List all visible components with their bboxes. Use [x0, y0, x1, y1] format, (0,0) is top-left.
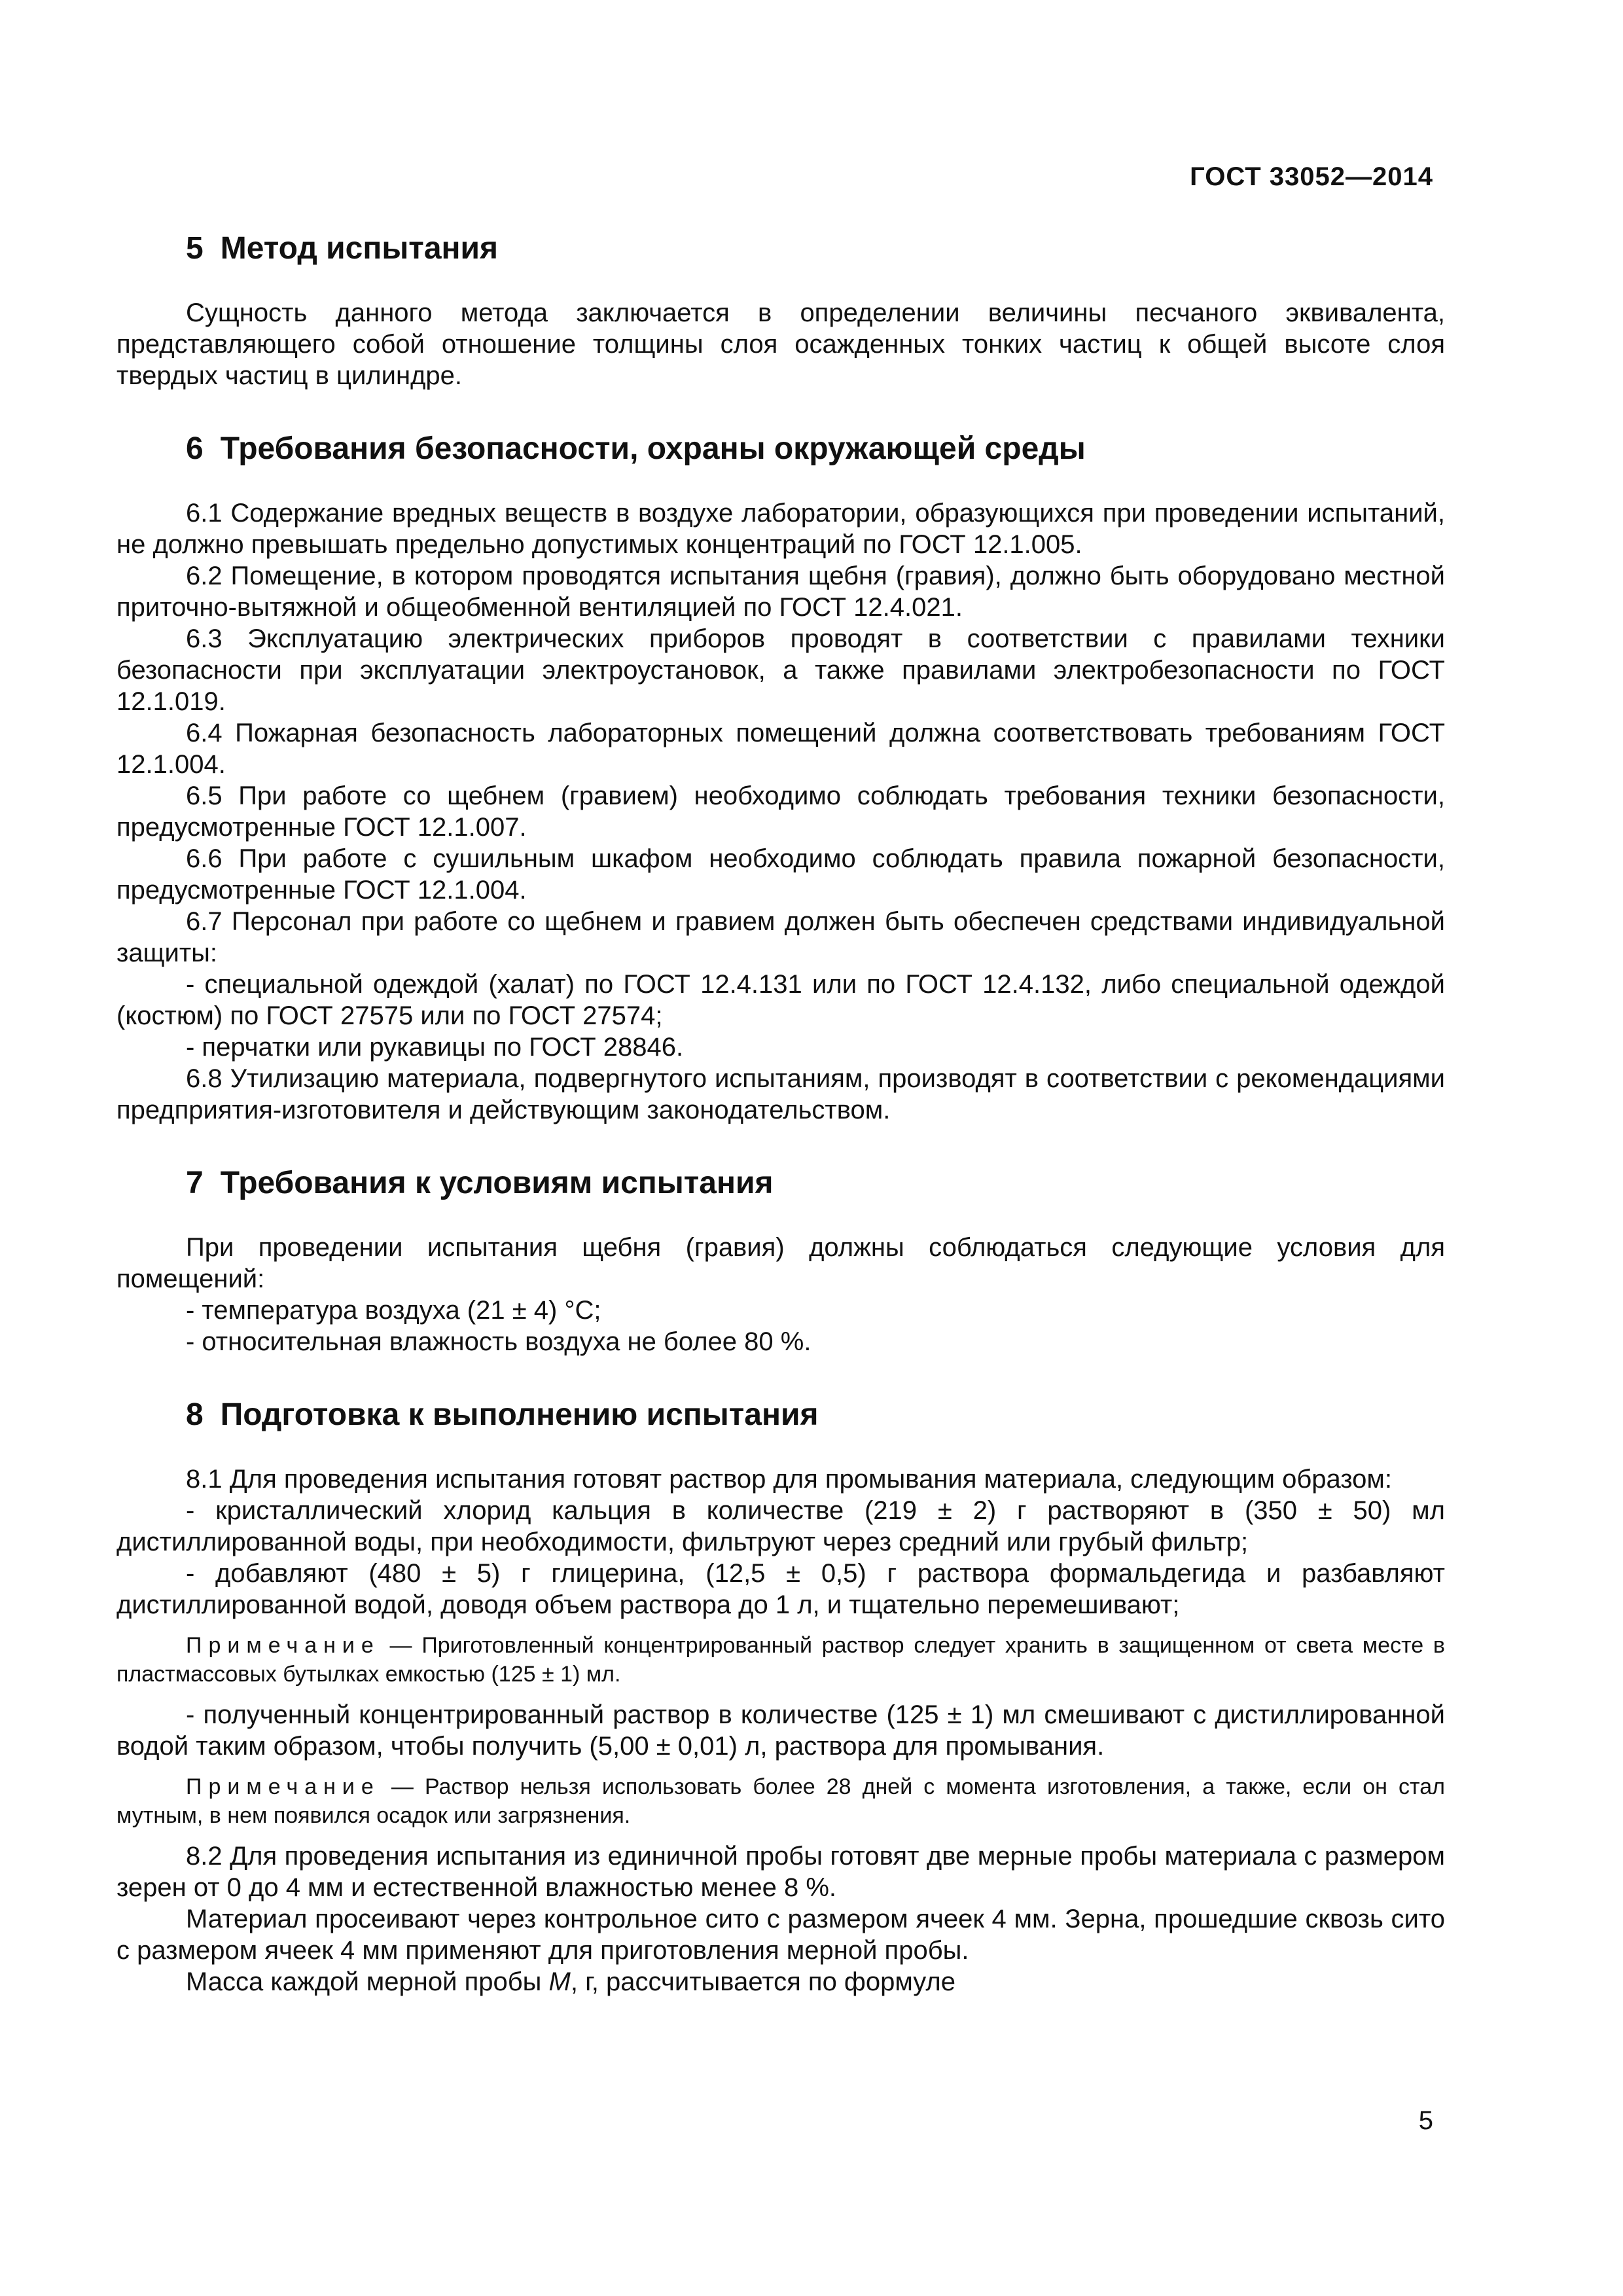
page-content: [116, 229, 1445, 1998]
variable-m: М: [548, 1967, 571, 1996]
paragraph: 6.5 При работе со щебнем (гравием) необходимо соблюдать требования техники безопасности, предусмотренные ГОСТ 12.1.007.: [116, 781, 1445, 842]
list-item: - кристаллический хлорид кальция в количестве (219 ± 2) г растворяют в (350 ± 50) мл дистиллированной воды, при необходимости, фильтруют через средний или грубый фильтр;: [116, 1496, 1445, 1556]
section-title: Требования безопасности, охраны окружающей среды: [220, 431, 1086, 466]
note-text: — Раствор нельзя использовать более 28 дней с момента изготовления, а также, если он стал мутным, в нем появился осадок или загрязнения.: [116, 1774, 1445, 1828]
formula-intro-text: Масса каждой мерной пробы: [186, 1967, 549, 1996]
paragraph: 6.4 Пожарная безопасность лабораторных помещений должна соответствовать требованиям ГОСТ 12.1.004.: [116, 719, 1445, 779]
note-label: Примечание: [186, 1633, 380, 1658]
list-item: - температура воздуха (21 ± 4) °С;: [186, 1296, 601, 1325]
paragraph: Сущность данного метода заключается в определении величины песчаного эквивалента, представляющего собой отношение толщины слоя осажденных тонких частиц к общей высоте слоя твердых частиц в цилиндре.: [116, 298, 1445, 390]
section-title: Требования к условиям испытания: [220, 1166, 774, 1200]
paragraph: [116, 1966, 1445, 1998]
paragraph: 6.7 Персонал при работе со щебнем и гравием должен быть обеспечен средствами индивидуальной защиты:: [116, 907, 1445, 967]
paragraph: 6.6 При работе с сушильным шкафом необходимо соблюдать правила пожарной безопасности, предусмотренные ГОСТ 12.1.004.: [116, 844, 1445, 905]
note: [116, 1772, 1445, 1830]
paragraph: При проведении испытания щебня (гравия) должны соблюдаться следующие условия для помещений:: [116, 1233, 1445, 1293]
section-number: 7: [186, 1166, 204, 1200]
list-item: - перчатки или рукавицы по ГОСТ 28846.: [186, 1033, 684, 1062]
section-6-heading: [116, 429, 1445, 469]
paragraph: 6.3 Эксплуатацию электрических приборов проводят в соответствии с правилами техники безопасности при эксплуатации электроустановок, а также правилами электробезопасности по ГОСТ 12.1.019.: [116, 624, 1445, 716]
note-text: — Приготовленный концентрированный раствор следует хранить в защищенном от света месте в пластмассовых бутылках емкостью (125 ± 1) мл.: [116, 1633, 1445, 1687]
paragraph: 8.2 Для проведения испытания из единичной пробы готовят две мерные пробы материала с размером зерен от 0 до 4 мм и естественной влажностью менее 8 %.: [116, 1842, 1445, 1902]
document-code-header: ГОСТ 33052—2014: [1190, 162, 1433, 191]
section-number: 5: [186, 231, 204, 266]
paragraph: 6.1 Содержание вредных веществ в воздухе лаборатории, образующихся при проведении испытаний, не должно превышать предельно допустимых концентраций по ГОСТ 12.1.005.: [116, 499, 1445, 559]
paragraph: 6.2 Помещение, в котором проводятся испытания щебня (гравия), должно быть оборудовано местной приточно-вытяжной и общеобменной вентиляцией по ГОСТ 12.4.021.: [116, 562, 1445, 622]
note: [116, 1631, 1445, 1689]
paragraph: 8.1 Для проведения испытания готовят раствор для промывания материала, следующим образом:: [186, 1465, 1393, 1494]
paragraph: 6.8 Утилизацию материала, подвергнутого испытаниям, производят в соответствии с рекомендациями предприятия-изготовителя и действующим законодательством.: [116, 1064, 1445, 1124]
section-8-heading: [116, 1395, 1445, 1435]
page-number: 5: [1418, 2106, 1433, 2135]
formula-intro-text-end: , г, рассчитывается по формуле: [570, 1967, 955, 1996]
note-label: Примечание: [186, 1774, 380, 1799]
section-7-heading: [116, 1164, 1445, 1203]
section-title: Подготовка к выполнению испытания: [220, 1397, 819, 1432]
paragraph: Материал просеивают через контрольное сито с размером ячеек 4 мм. Зерна, прошедшие сквозь сито с размером ячеек 4 мм применяют для приготовления мерной пробы.: [116, 1905, 1445, 1965]
list-item: - специальной одеждой (халат) по ГОСТ 12.4.131 или по ГОСТ 12.4.132, либо специальной одеждой (костюм) по ГОСТ 27575 или по ГОСТ 27574;: [116, 970, 1445, 1030]
list-item: - добавляют (480 ± 5) г глицерина, (12,5 ± 0,5) г раствора формальдегида и разбавляют дистиллированной водой, доводя объем раствора до 1 л, и тщательно перемешивают;: [116, 1559, 1445, 1619]
list-item: - полученный концентрированный раствор в количестве (125 ± 1) мл смешивают с дистиллированной водой таким образом, чтобы получить (5,00 ± 0,01) л, раствора для промывания.: [116, 1700, 1445, 1761]
list-item: - относительная влажность воздуха не более 80 %.: [186, 1327, 812, 1356]
section-5-heading: [116, 229, 1445, 268]
section-number: 8: [186, 1397, 204, 1432]
section-title: Метод испытания: [220, 231, 499, 266]
section-number: 6: [186, 431, 204, 466]
